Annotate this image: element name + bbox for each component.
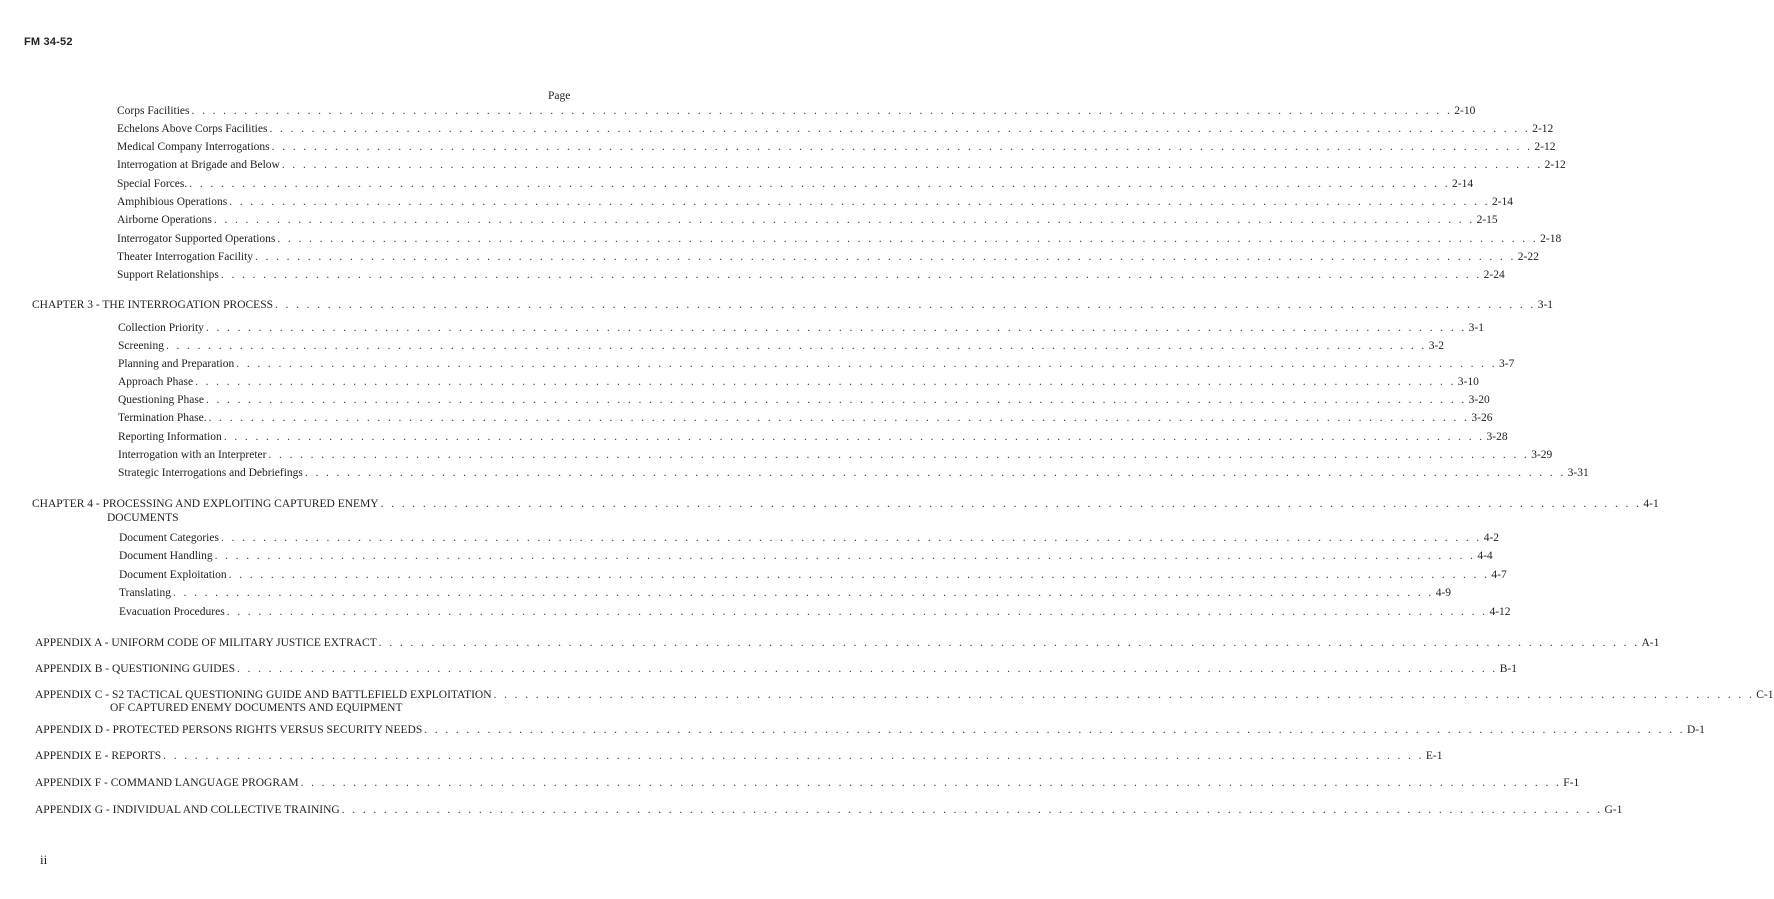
entry-page: 2-12 bbox=[1544, 159, 1566, 171]
toc-appendix-entry[interactable] bbox=[35, 803, 1623, 817]
entry-title: Interrogation at Brigade and Below bbox=[117, 159, 280, 171]
entry-page: E-1 bbox=[1425, 750, 1443, 762]
entry-page: 2-10 bbox=[1454, 105, 1476, 117]
dot-leader: . . . . . . . . . . . . . . . . . . . . . . . . . . . . . . . . . . . . . . . . . . . . . . . . . . . . . . . . . . . . . . . . . . . . . . . . . . . . . . . . . . . . . . . . . . . . . . . . . . . . . . . . . . . . . . . . . . . . . . . . bbox=[195, 376, 1456, 388]
dot-leader: . . . . . . . . . . . . . . . . . . . . . . . . . . . . . . . . . . . . . . . . . . . . . . . . . . . . . . . . . . . . . . . . . . . . . . . . . . . . . . . . . . . . . . . . . . . . . . . . . . . . . . . . . . . . . . . . . . . . . . . . bbox=[268, 449, 1530, 461]
entry-title: Approach Phase bbox=[118, 376, 194, 388]
toc-entry[interactable] bbox=[117, 122, 1554, 136]
toc-appendix-entry[interactable] bbox=[35, 636, 1660, 650]
dot-leader: . . . . . . . . . . . . . . . . . . . . . . . . . . . . . . . . . . . . . . . . . . . . . . . . . . . . . . . . . . . . . . . . . . . . . . . . . . . . . . . . . . . . . . . . . . . . . . . . . . . . . . . . . . . . . . . . . . . . . . . . bbox=[274, 299, 1536, 311]
entry-title: APPENDIX G - INDIVIDUAL AND COLLECTIVE TRAINING bbox=[35, 804, 340, 816]
entry-page: 2-14 bbox=[1452, 178, 1474, 190]
dot-leader: . . . . . . . . . . . . . . . . . . . . . . . . . . . . . . . . . . . . . . . . . . . . . . . . . . . . . . . . . . . . . . . . . . . . . . . . . . . . . . . . . . . . . . . . . . . . . . . . . . . . . . . . . . . . . . . . . . . . . . . . bbox=[255, 251, 1516, 263]
entry-title: Amphibious Operations bbox=[117, 196, 228, 208]
entry-title: Interrogator Supported Operations bbox=[117, 233, 276, 245]
entry-title: Planning and Preparation bbox=[118, 358, 235, 370]
toc-entry[interactable] bbox=[117, 177, 1474, 191]
entry-title: CHAPTER 3 - THE INTERROGATION PROCESS bbox=[32, 299, 273, 311]
entry-title: APPENDIX E - REPORTS bbox=[35, 750, 162, 762]
toc-entry[interactable] bbox=[117, 195, 1514, 209]
entry-page: 4-12 bbox=[1489, 606, 1511, 618]
entry-title: APPENDIX D - PROTECTED PERSONS RIGHTS VERSUS SECURITY NEEDS bbox=[35, 724, 423, 736]
entry-page: 3-31 bbox=[1567, 467, 1589, 479]
dot-leader: . . . . . . . . . . . . . . . . . . . . . . . . . . . . . . . . . . . . . . . . . . . . . . . . . . . . . . . . . . . . . . . . . . . . . . . . . . . . . . . . . . . . . . . . . . . . . . . . . . . . . . . . . . . . . . . . . . . . . . . . bbox=[165, 340, 1427, 352]
toc-entry[interactable] bbox=[119, 531, 1500, 545]
entry-page: 2-12 bbox=[1534, 141, 1556, 153]
entry-title: Termination Phase. bbox=[118, 412, 207, 424]
entry-page: 2-12 bbox=[1532, 123, 1554, 135]
entry-page: 2-18 bbox=[1540, 233, 1562, 245]
dot-leader: . . . . . . . . . . . . . . . . . . . . . . . . . . . . . . . . . . . . . . . . . . . . . . . . . . . . . . . . . . . . . . . . . . . . . . . . . . . . . . . . . . . . . . . . . . . . . . . . . . . . . . . . . . . . . . . . . . . . . . . . bbox=[205, 322, 1467, 334]
entry-page: 2-14 bbox=[1491, 196, 1514, 208]
toc-appendix-entry[interactable] bbox=[35, 776, 1580, 790]
dot-leader: . . . . . . . . . . . . . . . . . . . . . . . . . . . . . . . . . . . . . . . . . . . . . . . . . . . . . . . . . . . . . . . . . . . . . . . . . . . . . . . . . . . . . . . . . . . . . . . . . . . . . . . . . . . . . . . . . . . . . . . . bbox=[341, 804, 1603, 816]
entry-page: 3-29 bbox=[1531, 449, 1553, 461]
dot-leader: . . . . . . . . . . . . . . . . . . . . . . . . . . . . . . . . . . . . . . . . . . . . . . . . . . . . . . . . . . . . . . . . . . . . . . . . . . . . . . . . . . . . . . . . . . . . . . . . . . . . . . . . . . . . . . . . . . . . . . . . bbox=[424, 724, 1685, 736]
toc-entry[interactable] bbox=[117, 250, 1539, 264]
dot-leader: . . . . . . . . . . . . . . . . . . . . . . . . . . . . . . . . . . . . . . . . . . . . . . . . . . . . . . . . . . . . . . . . . . . . . . . . . . . . . . . . . . . . . . . . . . . . . . . . . . . . . . . . . . . . . . . . . . . . . . . . bbox=[277, 233, 1539, 245]
entry-page: 2-15 bbox=[1476, 214, 1498, 226]
entry-page: 3-26 bbox=[1471, 412, 1493, 424]
entry-page: 3-7 bbox=[1499, 358, 1515, 370]
toc-chapter-entry[interactable] bbox=[32, 497, 1659, 511]
entry-title-continuation: DOCUMENTS bbox=[107, 512, 179, 524]
toc-appendix-entry[interactable] bbox=[35, 688, 1774, 702]
entry-title: Document Handling bbox=[119, 550, 213, 562]
toc-entry[interactable] bbox=[118, 430, 1508, 444]
entry-page: 3-28 bbox=[1486, 431, 1508, 443]
entry-title: Document Exploitation bbox=[119, 569, 227, 581]
page-number: ii bbox=[40, 852, 48, 867]
entry-title: Translating bbox=[119, 587, 171, 599]
entry-title: Theater Interrogation Facility bbox=[117, 251, 254, 263]
entry-page: 3-20 bbox=[1468, 394, 1490, 406]
entry-page: 4-1 bbox=[1643, 498, 1659, 510]
toc-entry[interactable] bbox=[117, 158, 1566, 172]
dot-leader: . . . . . . . . . . . . . . . . . . . . . . . . . . . . . . . . . . . . . . . . . . . . . . . . . . . . . . . . . . . . . . . . . . . . . . . . . . . . . . . . . . . . . . . . . . . . . . . . . . . . . . . . . . . . . . . . . . . . . . . . bbox=[304, 467, 1566, 479]
entry-page: A-1 bbox=[1641, 637, 1660, 649]
toc-entry[interactable] bbox=[118, 448, 1553, 462]
entry-page: 3-2 bbox=[1428, 340, 1445, 352]
dot-leader: . . . . . . . . . . . . . . . . . . . . . . . . . . . . . . . . . . . . . . . . . . . . . . . . . . . . . . . . . . . . . . . . . . . . . . . . . . . . . . . . . . . . . . . . . . . . . . . . . . . . . . . . . . . . . . . . . . . . . . . . bbox=[191, 105, 1453, 117]
entry-page: D-1 bbox=[1686, 724, 1705, 736]
entry-page: C-1 bbox=[1756, 689, 1774, 701]
dot-leader: . . . . . . . . . . . . . . . . . . . . . . . . . . . . . . . . . . . . . . . . . . . . . . . . . . . . . . . . . . . . . . . . . . . . . . . . . . . . . . . . . . . . . . . . . . . . . . . . . . . . . . . . . . . . . . . . . . . . . . . . bbox=[223, 431, 1485, 443]
toc-appendix-entry[interactable] bbox=[35, 723, 1705, 737]
dot-leader: . . . . . . . . . . . . . . . . . . . . . . . . . . . . . . . . . . . . . . . . . . . . . . . . . . . . . . . . . . . . . . . . . . . . . . . . . . . . . . . . . . . . . . . . . . . . . . . . . . . . . . . . . . . . . . . . . . . . . . . . bbox=[172, 587, 1434, 599]
toc-entry[interactable] bbox=[118, 375, 1479, 389]
dot-leader: . . . . . . . . . . . . . . . . . . . . . . . . . . . . . . . . . . . . . . . . . . . . . . . . . . . . . . . . . . . . . . . . . . . . . . . . . . . . . . . . . . . . . . . . . . . . . . . . . . . . . . . . . . . . . . . . . . . . . . . . bbox=[271, 141, 1533, 153]
toc-entry[interactable] bbox=[118, 466, 1589, 480]
entry-title: Document Categories bbox=[119, 532, 219, 544]
dot-leader: . . . . . . . . . . . . . . . . . . . . . . . . . . . . . . . . . . . . . . . . . . . . . . . . . . . . . . . . . . . . . . . . . . . . . . . . . . . . . . . . . . . . . . . . . . . . . . . . . . . . . . . . . . . . . . . . . . . . . . . . bbox=[493, 689, 1755, 701]
dot-leader: . . . . . . . . . . . . . . . . . . . . . . . . . . . . . . . . . . . . . . . . . . . . . . . . . . . . . . . . . . . . . . . . . . . . . . . . . . . . . . . . . . . . . . . . . . . . . . . . . . . . . . . . . . . . . . . . . . . . . . . . bbox=[236, 663, 1498, 675]
toc-entry[interactable] bbox=[117, 140, 1556, 154]
entry-page: F-1 bbox=[1563, 777, 1580, 789]
entry-title: Strategic Interrogations and Debriefings bbox=[118, 467, 303, 479]
dot-leader: . . . . . . . . . . . . . . . . . . . . . . . . . . . . . . . . . . . . . . . . . . . . . . . . . . . . . . . . . . . . . . . . . . . . . . . . . . . . . . . . . . . . . . . . . . . . . . . . . . . . . . . . . . . . . . . . . . . . . . . . bbox=[229, 196, 1490, 208]
dot-leader: . . . . . . . . . . . . . . . . . . . . . . . . . . . . . . . . . . . . . . . . . . . . . . . . . . . . . . . . . . . . . . . . . . . . . . . . . . . . . . . . . . . . . . . . . . . . . . . . . . . . . . . . . . . . . . . . . . . . . . . . bbox=[228, 569, 1490, 581]
dot-leader: . . . . . . . . . . . . . . . . . . . . . . . . . . . . . . . . . . . . . . . . . . . . . . . . . . . . . . . . . . . . . . . . . . . . . . . . . . . . . . . . . . . . . . . . . . . . . . . . . . . . . . . . . . . . . . . . . . . . . . . . bbox=[378, 637, 1640, 649]
document-id: FM 34-52 bbox=[24, 36, 73, 48]
dot-leader: . . . . . . . . . . . . . . . . . . . . . . . . . . . . . . . . . . . . . . . . . . . . . . . . . . . . . . . . . . . . . . . . . . . . . . . . . . . . . . . . . . . . . . . . . . . . . . . . . . . . . . . . . . . . . . . . . . . . . . . . bbox=[205, 394, 1467, 406]
dot-leader: . . . . . . . . . . . . . . . . . . . . . . . . . . . . . . . . . . . . . . . . . . . . . . . . . . . . . . . . . . . . . . . . . . . . . . . . . . . . . . . . . . . . . . . . . . . . . . . . . . . . . . . . . . . . . . . . . . . . . . . . bbox=[220, 269, 1482, 281]
entry-title: Medical Company Interrogations bbox=[117, 141, 270, 153]
toc-entry[interactable] bbox=[118, 357, 1515, 371]
dot-leader: . . . . . . . . . . . . . . . . . . . . . . . . . . . . . . . . . . . . . . . . . . . . . . . . . . . . . . . . . . . . . . . . . . . . . . . . . . . . . . . . . . . . . . . . . . . . . . . . . . . . . . . . . . . . . . . . . . . . . . . . bbox=[281, 159, 1543, 171]
dot-leader: . . . . . . . . . . . . . . . . . . . . . . . . . . . . . . . . . . . . . . . . . . . . . . . . . . . . . . . . . . . . . . . . . . . . . . . . . . . . . . . . . . . . . . . . . . . . . . . . . . . . . . . . . . . . . . . . . . . . . . . . bbox=[269, 123, 1531, 135]
dot-leader: . . . . . . . . . . . . . . . . . . . . . . . . . . . . . . . . . . . . . . . . . . . . . . . . . . . . . . . . . . . . . . . . . . . . . . . . . . . . . . . . . . . . . . . . . . . . . . . . . . . . . . . . . . . . . . . . . . . . . . . . bbox=[214, 550, 1476, 562]
entry-title: Collection Priority bbox=[118, 322, 204, 334]
dot-leader: . . . . . . . . . . . . . . . . . . . . . . . . . . . . . . . . . . . . . . . . . . . . . . . . . . . . . . . . . . . . . . . . . . . . . . . . . . . . . . . . . . . . . . . . . . . . . . . . . . . . . . . . . . . . . . . . . . . . . . . . bbox=[220, 532, 1482, 544]
toc-entry[interactable] bbox=[119, 605, 1511, 619]
entry-title: Screening bbox=[118, 340, 164, 352]
toc-entry[interactable] bbox=[118, 339, 1445, 353]
dot-leader: . . . . . . . . . . . . . . . . . . . . . . . . . . . . . . . . . . . . . . . . . . . . . . . . . . . . . . . . . . . . . . . . . . . . . . . . . . . . . . . . . . . . . . . . . . . . . . . . . . . . . . . . . . . . . . . . . . . . . . . . bbox=[226, 606, 1488, 618]
dot-leader: . . . . . . . . . . . . . . . . . . . . . . . . . . . . . . . . . . . . . . . . . . . . . . . . . . . . . . . . . . . . . . . . . . . . . . . . . . . . . . . . . . . . . . . . . . . . . . . . . . . . . . . . . . . . . . . . . . . . . . . . bbox=[208, 412, 1470, 424]
entry-title: Questioning Phase bbox=[118, 394, 204, 406]
entry-page: 4-4 bbox=[1477, 550, 1493, 562]
entry-title-continuation: OF CAPTURED ENEMY DOCUMENTS AND EQUIPMENT bbox=[110, 702, 403, 714]
entry-title: Interrogation with an Interpreter bbox=[118, 449, 267, 461]
entry-title: CHAPTER 4 - PROCESSING AND EXPLOITING CAPTURED ENEMY bbox=[32, 498, 379, 510]
toc-entry[interactable] bbox=[117, 213, 1498, 227]
toc-entry[interactable] bbox=[118, 411, 1493, 425]
toc-entry[interactable] bbox=[117, 232, 1562, 246]
dot-leader: . . . . . . . . . . . . . . . . . . . . . . . . . . . . . . . . . . . . . . . . . . . . . . . . . . . . . . . . . . . . . . . . . . . . . . . . . . . . . . . . . . . . . . . . . . . . . . . . . . . . . . . . . . . . . . . . . . . . . . . . bbox=[163, 750, 1424, 762]
toc-entry[interactable] bbox=[117, 268, 1505, 282]
dot-leader: . . . . . . . . . . . . . . . . . . . . . . . . . . . . . . . . . . . . . . . . . . . . . . . . . . . . . . . . . . . . . . . . . . . . . . . . . . . . . . . . . . . . . . . . . . . . . . . . . . . . . . . . . . . . . . . . . . . . . . . . bbox=[213, 214, 1475, 226]
toc-entry[interactable] bbox=[118, 393, 1490, 407]
entry-page: G-1 bbox=[1604, 804, 1623, 816]
entry-page: 3-1 bbox=[1468, 322, 1485, 334]
entry-title: Echelons Above Corps Facilities bbox=[117, 123, 268, 135]
toc-chapter-entry[interactable] bbox=[32, 298, 1554, 312]
toc-entry[interactable] bbox=[119, 568, 1507, 582]
toc-entry[interactable] bbox=[118, 321, 1485, 335]
entry-page: 3-10 bbox=[1457, 376, 1479, 388]
toc-entry[interactable] bbox=[119, 586, 1452, 600]
toc-appendix-entry[interactable] bbox=[35, 662, 1517, 676]
entry-page: 2-22 bbox=[1517, 251, 1539, 263]
entry-page: 4-2 bbox=[1483, 532, 1500, 544]
entry-title: APPENDIX F - COMMAND LANGUAGE PROGRAM bbox=[35, 777, 299, 789]
entry-page: 2-24 bbox=[1483, 269, 1505, 281]
entry-page: 3-1 bbox=[1537, 299, 1554, 311]
dot-leader: . . . . . . . . . . . . . . . . . . . . . . . . . . . . . . . . . . . . . . . . . . . . . . . . . . . . . . . . . . . . . . . . . . . . . . . . . . . . . . . . . . . . . . . . . . . . . . . . . . . . . . . . . . . . . . . . . . . . . . . . bbox=[300, 777, 1562, 789]
entry-page: 4-9 bbox=[1435, 587, 1452, 599]
entry-title: APPENDIX C - S2 TACTICAL QUESTIONING GUIDE AND BATTLEFIELD EXPLOITATION bbox=[35, 689, 492, 701]
toc-appendix-entry[interactable] bbox=[35, 749, 1443, 763]
toc-entry[interactable] bbox=[119, 549, 1493, 563]
page-column-label: Page bbox=[548, 90, 571, 102]
entry-title: Corps Facilities bbox=[117, 105, 190, 117]
dot-leader: . . . . . . . . . . . . . . . . . . . . . . . . . . . . . . . . . . . . . . . . . . . . . . . . . . . . . . . . . . . . . . . . . . . . . . . . . . . . . . . . . . . . . . . . . . . . . . . . . . . . . . . . . . . . . . . . . . . . . . . . bbox=[236, 358, 1497, 370]
entry-title: Evacuation Procedures bbox=[119, 606, 225, 618]
entry-title: APPENDIX A - UNIFORM CODE OF MILITARY JUSTICE EXTRACT bbox=[35, 637, 377, 649]
toc-entry[interactable] bbox=[117, 104, 1476, 118]
entry-page: B-1 bbox=[1499, 663, 1517, 675]
dot-leader: . . . . . . . . . . . . . . . . . . . . . . . . . . . . . . . . . . . . . . . . . . . . . . . . . . . . . . . . . . . . . . . . . . . . . . . . . . . . . . . . . . . . . . . . . . . . . . . . . . . . . . . . . . . . . . . . . . . . . . . . bbox=[380, 498, 1642, 510]
entry-title: Special Forces. bbox=[117, 178, 188, 190]
entry-title: Airborne Operations bbox=[117, 214, 212, 226]
entry-title: APPENDIX B - QUESTIONING GUIDES bbox=[35, 663, 235, 675]
dot-leader: . . . . . . . . . . . . . . . . . . . . . . . . . . . . . . . . . . . . . . . . . . . . . . . . . . . . . . . . . . . . . . . . . . . . . . . . . . . . . . . . . . . . . . . . . . . . . . . . . . . . . . . . . . . . . . . . . . . . . . . . bbox=[189, 178, 1450, 190]
entry-title: Reporting Information bbox=[118, 431, 222, 443]
entry-page: 4-7 bbox=[1491, 569, 1507, 581]
entry-title: Support Relationships bbox=[117, 269, 219, 281]
